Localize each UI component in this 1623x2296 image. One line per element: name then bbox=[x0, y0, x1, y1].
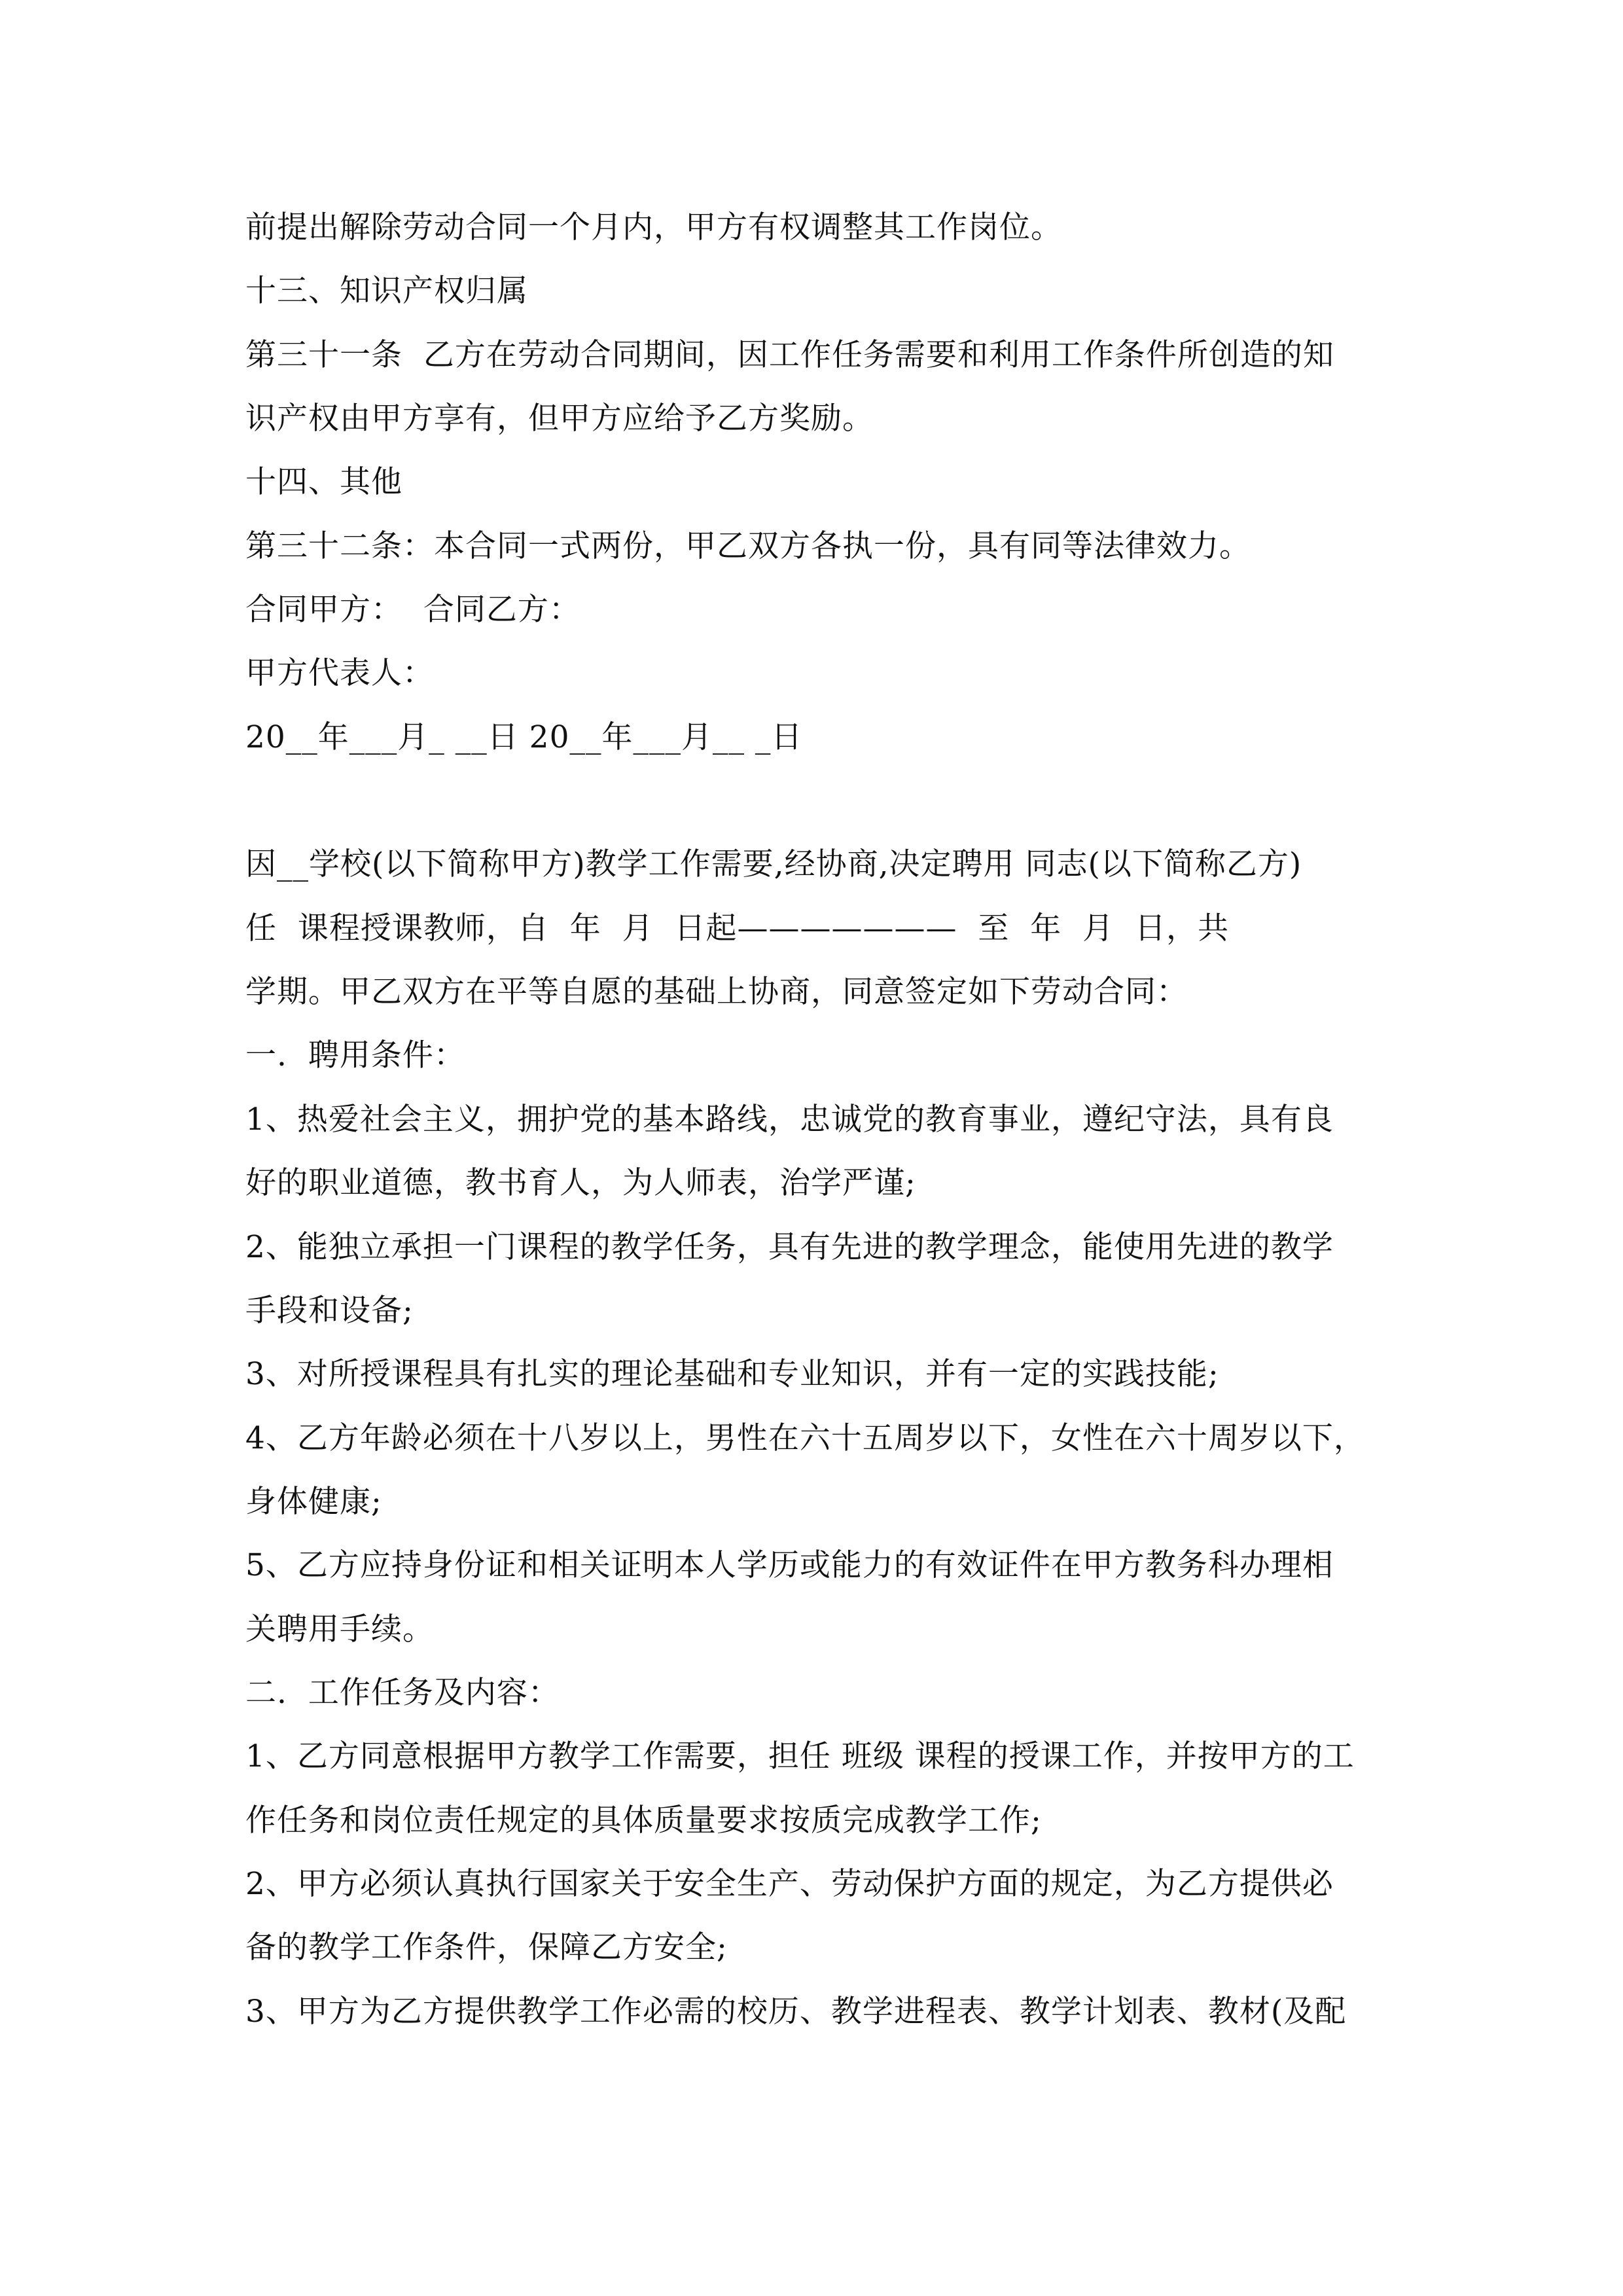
text-line: 备的教学工作条件，保障乙方安全; bbox=[245, 1929, 728, 1965]
text-line: 身体健康; bbox=[245, 1484, 382, 1520]
text-line: 1、热爱社会主义，拥护党的基本路线，忠诚党的教育事业，遵纪守法，具有良 bbox=[245, 1102, 1334, 1138]
signature-line: 甲方代表人： bbox=[245, 655, 434, 691]
text-line: 识产权由甲方享有，但甲方应给予乙方奖励。 bbox=[245, 401, 874, 437]
text-line: 关聘用手续。 bbox=[245, 1611, 434, 1647]
text-line: 1、乙方同意根据甲方教学工作需要，担任 班级 课程的授课工作，并按甲方的工 bbox=[245, 1738, 1355, 1774]
text-line: 3、对所授课程具有扎实的理论基础和专业知识，并有一定的实践技能; bbox=[245, 1356, 1219, 1392]
text-line: 作任务和岗位责任规定的具体质量要求按质完成教学工作; bbox=[245, 1803, 1042, 1839]
text-line: 任 课程授课教师，自 年 月 日起——————— 至 年 月 日，共 bbox=[245, 910, 1230, 946]
section-heading: 十三、知识产权归属 bbox=[245, 273, 528, 309]
text-line: 前提出解除劳动合同一个月内，甲方有权调整其工作岗位。 bbox=[245, 209, 1062, 245]
section-heading: 十四、其他 bbox=[245, 464, 402, 500]
text-line: 2、甲方必须认真执行国家关于安全生产、劳动保护方面的规定，为乙方提供必 bbox=[245, 1866, 1334, 1902]
signature-line: 合同甲方： 合同乙方： bbox=[245, 592, 580, 628]
text-line: 好的职业道德，教书育人，为人师表，治学严谨; bbox=[245, 1165, 916, 1201]
text-line: 5、乙方应持身份证和相关证明本人学历或能力的有效证件在甲方教务科办理相 bbox=[245, 1547, 1334, 1583]
text-line: 因__学校(以下简称甲方)教学工作需要,经协商,决定聘用 同志(以下简称乙方) bbox=[245, 846, 1302, 882]
text-line: 第三十一条 乙方在劳动合同期间，因工作任务需要和利用工作条件所创造的知 bbox=[245, 337, 1334, 373]
section-heading: 一. 聘用条件： bbox=[245, 1037, 465, 1073]
text-line: 3、甲方为乙方提供教学工作必需的校历、教学进程表、教学计划表、教材(及配 bbox=[245, 1994, 1347, 2030]
text-line: 4、乙方年龄必须在十八岁以上，男性在六十五周岁以下，女性在六十周岁以下， bbox=[245, 1420, 1365, 1456]
text-line: 学期。甲乙双方在平等自愿的基础上协商，同意签定如下劳动合同： bbox=[245, 974, 1188, 1010]
text-line: 第三十二条：本合同一式两份，甲乙双方各执一份，具有同等法律效力。 bbox=[245, 528, 1251, 564]
date-line: 20__年___月_ __日 20__年___月__ _日 bbox=[245, 719, 803, 755]
text-line: 2、能独立承担一门课程的教学任务，具有先进的教学理念，能使用先进的教学 bbox=[245, 1229, 1334, 1265]
text-line: 手段和设备; bbox=[245, 1293, 414, 1329]
section-heading: 二. 工作任务及内容： bbox=[245, 1675, 560, 1711]
